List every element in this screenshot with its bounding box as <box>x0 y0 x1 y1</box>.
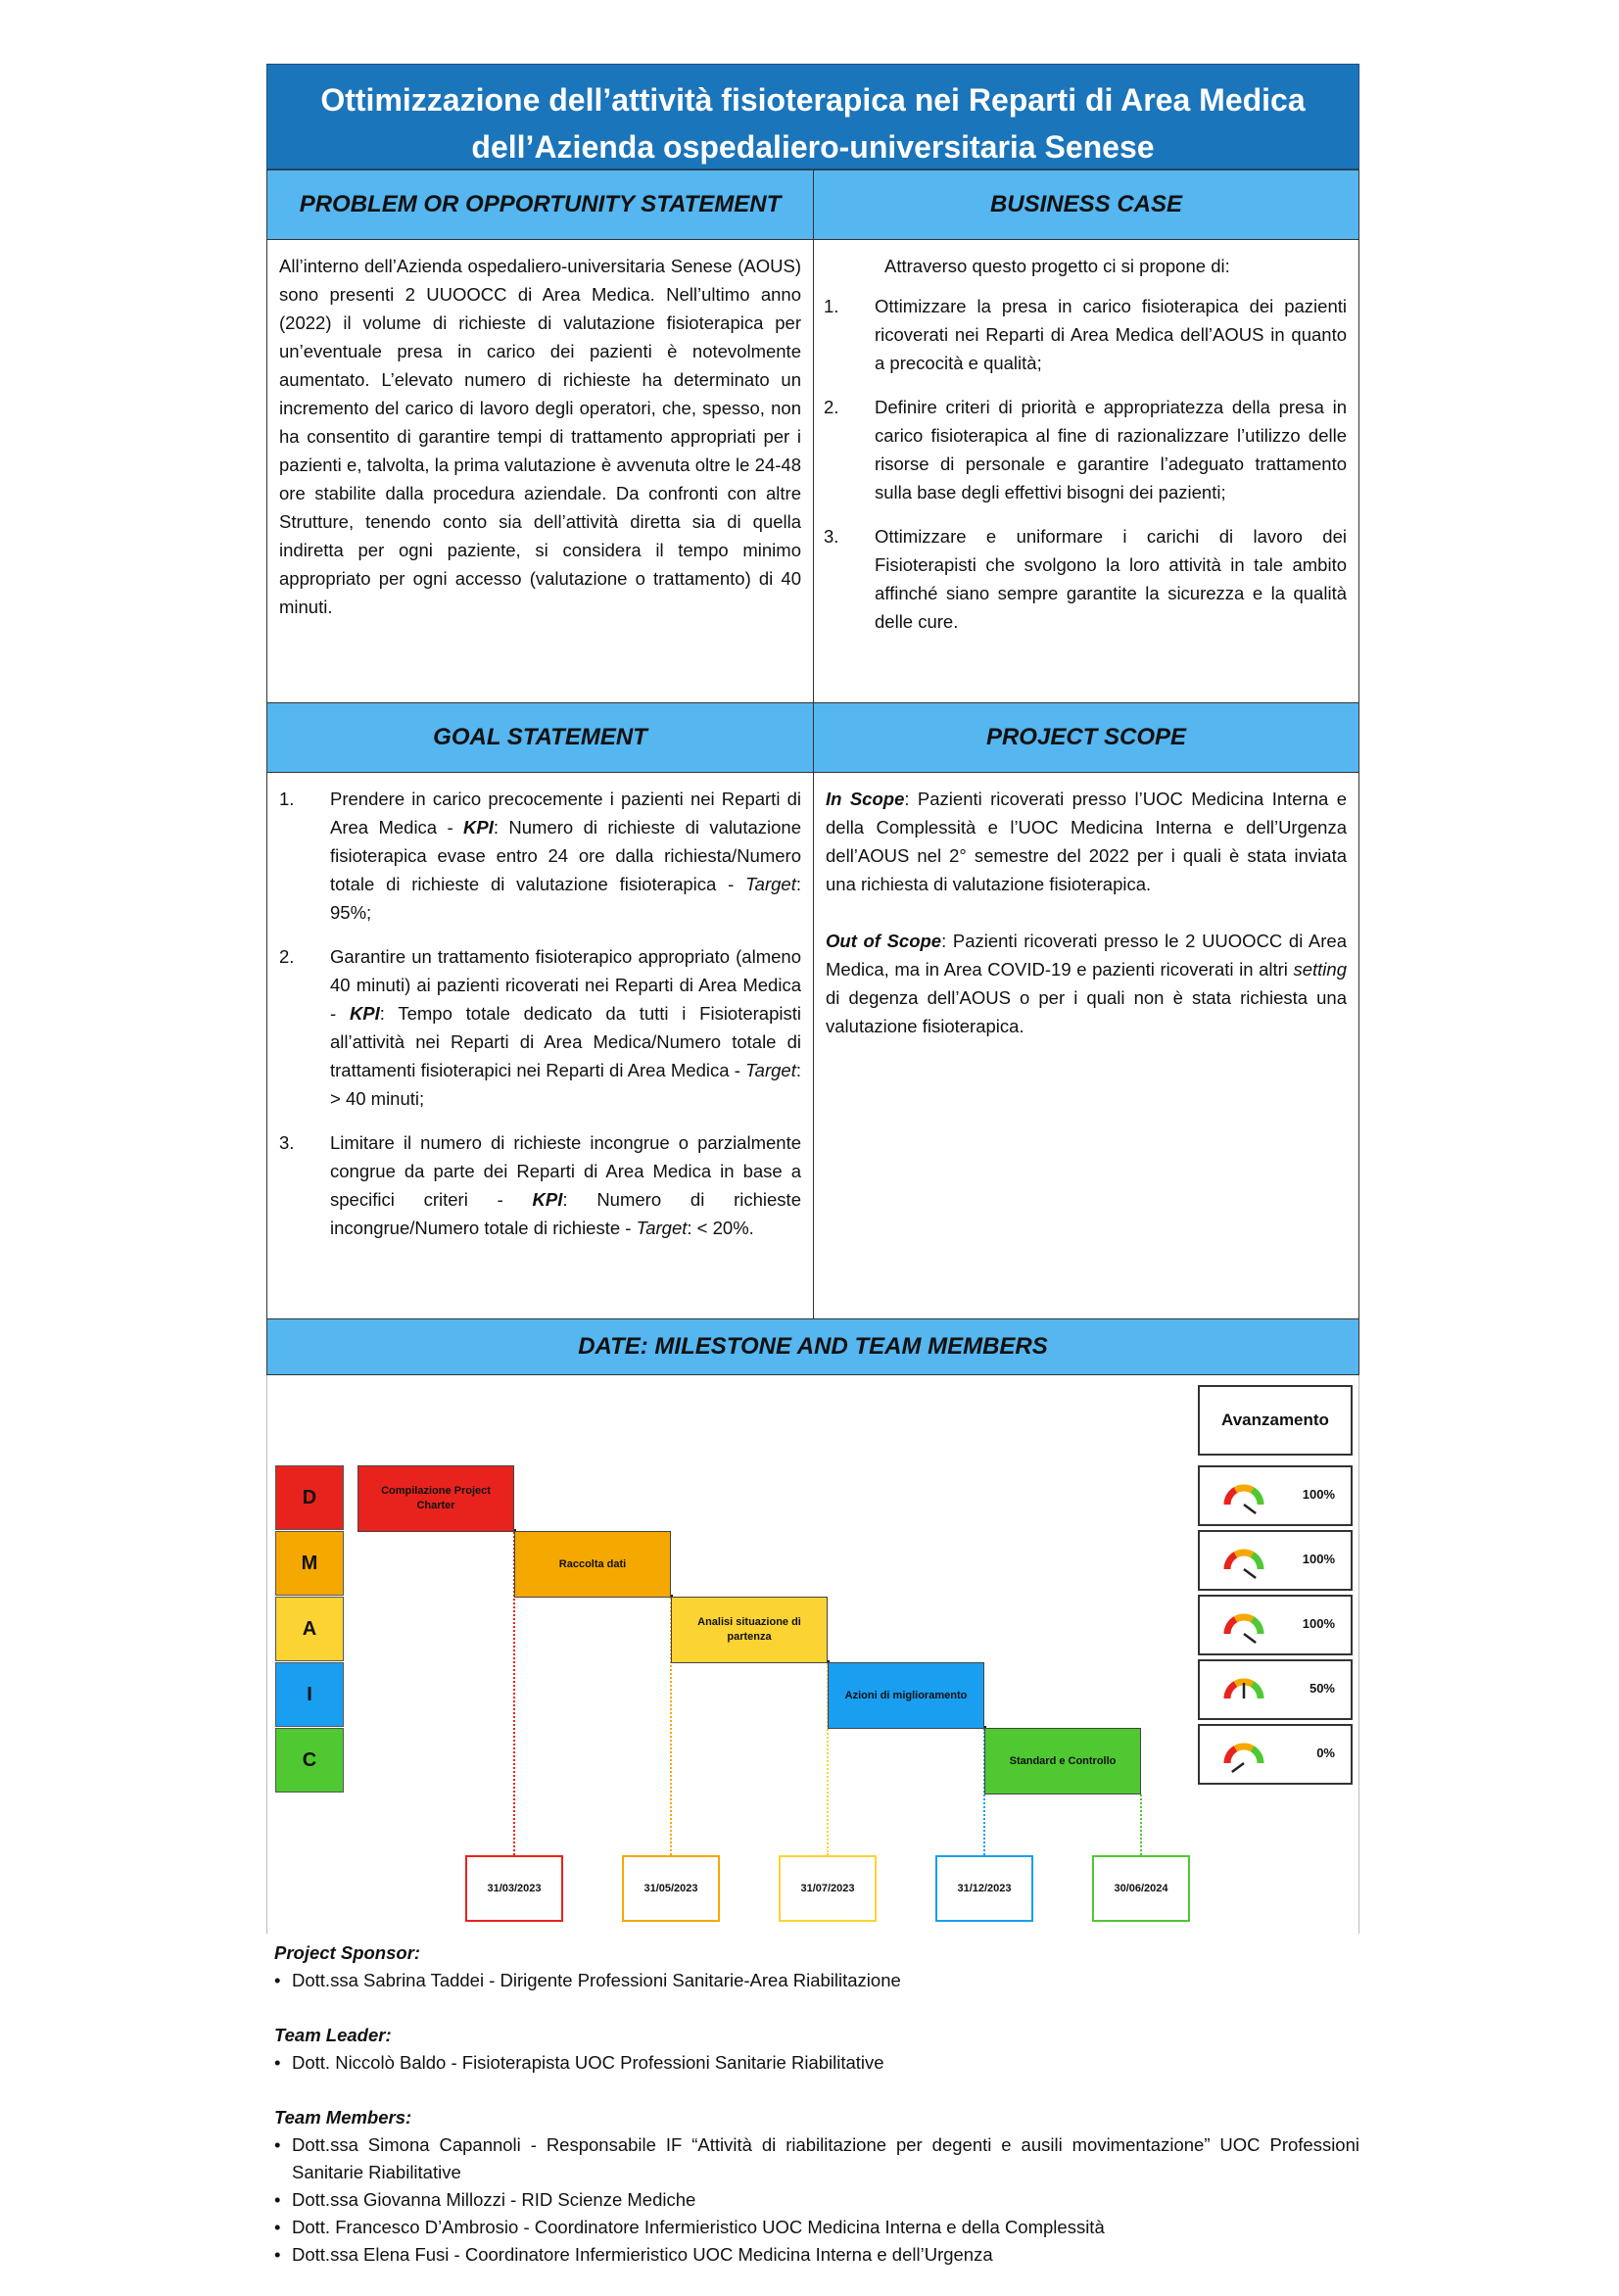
scope-heading: PROJECT SCOPE <box>814 702 1358 773</box>
task-bar: Standard e Controllo <box>984 1728 1141 1794</box>
item-text: Ottimizzare la presa in carico fisioterapica dei pazienti ricoverati nei Reparti di Area Medica dell’AOUS in quanto a precocità e qualità; <box>875 296 1347 373</box>
progress-percent: 100% <box>1302 1552 1335 1566</box>
in-scope-label: In Scope <box>826 789 905 809</box>
list-item <box>274 2131 1359 2186</box>
item-number: 3. <box>279 1132 295 1153</box>
goal-text: : Numero di richieste di valutazione fisioterapica evase entro 24 ore dalla richiesta/Numero totale di richieste di valutazione fisioterapica - <box>330 817 802 894</box>
bullet: • <box>274 2217 281 2237</box>
team-section <box>266 1939 1359 2269</box>
phase-a: A <box>275 1597 344 1661</box>
list-item <box>824 292 1347 377</box>
in-scope <box>826 785 1347 898</box>
business-body <box>814 240 1358 702</box>
progress-percent: 100% <box>1302 1487 1335 1502</box>
problem-body <box>267 240 813 702</box>
list-item <box>824 522 1347 636</box>
target-label: Target <box>745 1060 796 1080</box>
bullet: • <box>274 2244 281 2265</box>
bullet: • <box>274 1970 281 1990</box>
list-item <box>279 942 801 1113</box>
list-item <box>824 393 1347 506</box>
bullet: • <box>274 2052 281 2073</box>
title-line-1: Ottimizzazione dell’attività fisioterapica nei Reparti di Area Medica <box>320 82 1306 118</box>
progress-percent: 50% <box>1309 1681 1335 1696</box>
milestone-date: 31/07/2023 <box>779 1855 877 1922</box>
item-number: 1. <box>279 789 295 809</box>
phase-c: C <box>275 1728 344 1793</box>
gauge-arc <box>1253 1684 1262 1698</box>
task-bar: Compilazione Project Charter <box>357 1465 514 1532</box>
business-intro: Attraverso questo progetto ci si propone di: <box>884 256 1230 276</box>
scope-section <box>813 702 1358 1318</box>
member-name: Dott. Francesco D’Ambrosio - Coordinatore Infermieristico UOC Medicina Interna e della Complessità <box>292 2217 1105 2237</box>
page-title <box>266 64 1359 169</box>
item-number: 2. <box>279 946 295 967</box>
member-name: Dott.ssa Elena Fusi - Coordinatore Infermieristico UOC Medicina Interna e dell’Urgenza <box>292 2244 993 2265</box>
progress-gauge-box <box>1198 1659 1353 1720</box>
bullet: • <box>274 2134 281 2155</box>
row-problem-business <box>266 169 1359 702</box>
goal-body <box>267 773 813 1318</box>
milestone-date: 31/05/2023 <box>622 1855 720 1922</box>
gauge-icon <box>1221 1738 1266 1773</box>
gauge-arc <box>1253 1555 1262 1569</box>
gauge-icon <box>1221 1673 1266 1708</box>
phase-m: M <box>275 1531 344 1596</box>
list-item <box>274 1967 1359 1994</box>
problem-heading: PROBLEM OR OPPORTUNITY STATEMENT <box>267 169 813 240</box>
milestone-heading: DATE: MILESTONE AND TEAM MEMBERS <box>266 1319 1359 1375</box>
milestone-date: 31/12/2023 <box>935 1855 1033 1922</box>
business-list <box>824 292 1347 636</box>
progress-gauge-box <box>1198 1724 1353 1785</box>
out-of-scope <box>826 927 1347 1040</box>
kpi-label: KPI <box>463 817 494 837</box>
out-of-scope-label: Out of Scope <box>826 931 942 951</box>
row-goal-scope <box>266 702 1359 1319</box>
kpi-label: KPI <box>532 1189 563 1210</box>
gauge-needle <box>1244 1569 1256 1578</box>
gauge-arc <box>1236 1553 1253 1555</box>
progress-gauge-box <box>1198 1530 1353 1591</box>
goal-list <box>279 785 801 1242</box>
out-of-scope-emphasis: setting <box>1293 959 1347 980</box>
progress-gauge-box <box>1198 1465 1353 1526</box>
project-charter <box>266 64 1359 2296</box>
gauge-needle <box>1232 1763 1244 1772</box>
gauge-arc <box>1227 1684 1236 1698</box>
task-bar: Analisi situazione di partenza <box>671 1597 828 1663</box>
leader-block <box>274 2022 1359 2077</box>
task-bar: Azioni di miglioramento <box>828 1662 984 1729</box>
item-text <box>330 1128 801 1242</box>
gauge-icon <box>1221 1544 1266 1579</box>
phase-d: D <box>275 1465 344 1530</box>
milestone-date: 30/06/2024 <box>1092 1855 1190 1922</box>
goal-text: : > 40 minuti; <box>330 1060 801 1109</box>
item-number: 2. <box>824 397 839 417</box>
in-scope-text: : Pazienti ricoverati presso l’UOC Medicina Interna e della Complessità e l’UOC Medicina Interna e dell’Urgenza dell’AOUS nel 2° semestre del 2022 per i quali è stata inviata una richiesta di valutazione fisioterapica. <box>826 789 1347 894</box>
goal-section <box>267 702 813 1318</box>
gauge-needle <box>1244 1634 1256 1643</box>
task-bar: Raccolta dati <box>514 1531 671 1598</box>
goal-heading: GOAL STATEMENT <box>267 702 813 773</box>
goal-text: Garantire un trattamento fisioterapico appropriato (almeno 40 minuti) ai pazienti ricoverati nei Reparti di Area Medica - <box>330 946 801 1024</box>
gauge-needle <box>1244 1505 1256 1513</box>
gauge-arc <box>1253 1490 1262 1505</box>
milestone-gantt <box>266 1375 1359 1934</box>
gauge-arc <box>1236 1488 1253 1490</box>
out-of-scope-text: di degenza dell’AOUS o per i quali non è stata richiesta una valutazione fisioterapica. <box>826 987 1347 1036</box>
list-item <box>274 2241 1359 2269</box>
member-name: Dott.ssa Giovanna Millozzi - RID Scienze Mediche <box>292 2189 696 2210</box>
progress-heading: Avanzamento <box>1198 1385 1353 1456</box>
scope-body <box>814 773 1358 1318</box>
members-label: Team Members: <box>274 2107 412 2128</box>
list-item <box>274 2186 1359 2214</box>
out-of-scope-text: : Pazienti ricoverati presso le 2 UUOOCC di Area Medica, ma in Area COVID-19 e pazienti ricoverati in altri <box>826 931 1347 980</box>
progress-percent: 100% <box>1302 1616 1335 1631</box>
problem-text: All’interno dell’Azienda ospedaliero-universitaria Senese (AOUS) sono presenti 2 UUOOCC di Area Medica. Nell’ultimo anno (2022) il volume di richieste di valutazione fisioterapica per un’eventuale presa in carico dei pazienti è notevolmente aumentato. L’elevato numero di richieste ha determinato un incremento del carico di lavoro degli operatori, che, spesso, non ha consentito di garantire tempi di trattamento appropriati per i pazienti e, talvolta, la prima valutazione è avvenuta oltre le 24-48 ore stabilite dalla procedura aziendale. Da confronti con altre Strutture, tenendo conto sia dell’attività diretta sia di quella indiretta per ogni paziente, si considera il tempo minimo appropriato per ogni accesso (valutazione o trattamento) di 40 minuti. <box>279 256 801 617</box>
gauge-icon <box>1221 1608 1266 1644</box>
milestone-date: 31/03/2023 <box>465 1855 563 1922</box>
title-line-2: dell’Azienda ospedaliero-universitaria Senese <box>471 129 1155 165</box>
goal-text: : Numero di richieste incongrue/Numero totale di richieste - <box>330 1189 801 1238</box>
list-item <box>279 1128 801 1242</box>
member-name: Dott.ssa Simona Capannoli - Responsabile IF “Attività di riabilitazione per degenti e ausili movimentazione” UOC Professioni Sanitarie Riabilitative <box>292 2134 1359 2182</box>
members-block <box>274 2104 1359 2269</box>
goal-text: : < 20%. <box>687 1218 754 1238</box>
item-text <box>330 785 801 927</box>
goal-text: : Tempo totale dedicato da tutti i Fisioterapisti all’attività nei Reparti di Area Medica/Numero totale di trattamenti fisioterapici nei Reparti di Area Medica - <box>330 1003 801 1080</box>
problem-section <box>267 169 813 702</box>
list-item <box>274 2049 1359 2077</box>
sponsor-name: Dott.ssa Sabrina Taddei - Dirigente Professioni Sanitarie-Area Riabilitazione <box>292 1970 901 1990</box>
bullet: • <box>274 2189 281 2210</box>
progress-percent: 0% <box>1316 1746 1335 1760</box>
progress-gauge-box <box>1198 1595 1353 1655</box>
goal-text: Limitare il numero di richieste incongrue o parzialmente congrue da parte dei Reparti di Area Medica in base a specifici criteri - <box>330 1132 801 1210</box>
sponsor-block <box>274 1939 1359 1994</box>
target-label: Target <box>745 874 796 894</box>
list-item <box>274 2214 1359 2241</box>
leader-label: Team Leader: <box>274 2025 392 2045</box>
item-number: 1. <box>824 296 839 316</box>
gauge-arc <box>1227 1619 1236 1634</box>
gauge-arc <box>1227 1490 1236 1505</box>
business-heading: BUSINESS CASE <box>814 169 1358 240</box>
item-number: 3. <box>824 526 839 547</box>
goal-text: Prendere in carico precocemente i pazienti nei Reparti di Area Medica - <box>330 789 801 837</box>
list-item <box>279 785 801 927</box>
gauge-arc <box>1227 1555 1236 1569</box>
goal-text: : 95%; <box>330 874 801 923</box>
gauge-arc <box>1236 1617 1253 1619</box>
gauge-icon <box>1221 1479 1266 1514</box>
gauge-arc <box>1253 1748 1262 1763</box>
business-section <box>813 169 1358 702</box>
date-guide <box>1140 1794 1142 1855</box>
target-label: Target <box>636 1218 688 1238</box>
gauge-arc <box>1236 1746 1253 1748</box>
phase-i: I <box>275 1662 344 1727</box>
item-text: Definire criteri di priorità e appropriatezza della presa in carico fisioterapica al fine di razionalizzare l’utilizzo delle risorse di personale e garantire l’adeguato trattamento sulla base degli effettivi bisogni dei pazienti; <box>875 397 1347 502</box>
leader-name: Dott. Niccolò Baldo - Fisioterapista UOC Professioni Sanitarie Riabilitative <box>292 2052 884 2073</box>
item-text <box>330 942 801 1113</box>
item-text: Ottimizzare e uniformare i carichi di lavoro dei Fisioterapisti che svolgono la loro attività in tale ambito affinché siano sempre garantite la sicurezza e la qualità delle cure. <box>875 526 1347 632</box>
sponsor-label: Project Sponsor: <box>274 1942 421 1963</box>
kpi-label: KPI <box>349 1003 380 1024</box>
gauge-arc <box>1227 1748 1236 1763</box>
gauge-arc <box>1253 1619 1262 1634</box>
